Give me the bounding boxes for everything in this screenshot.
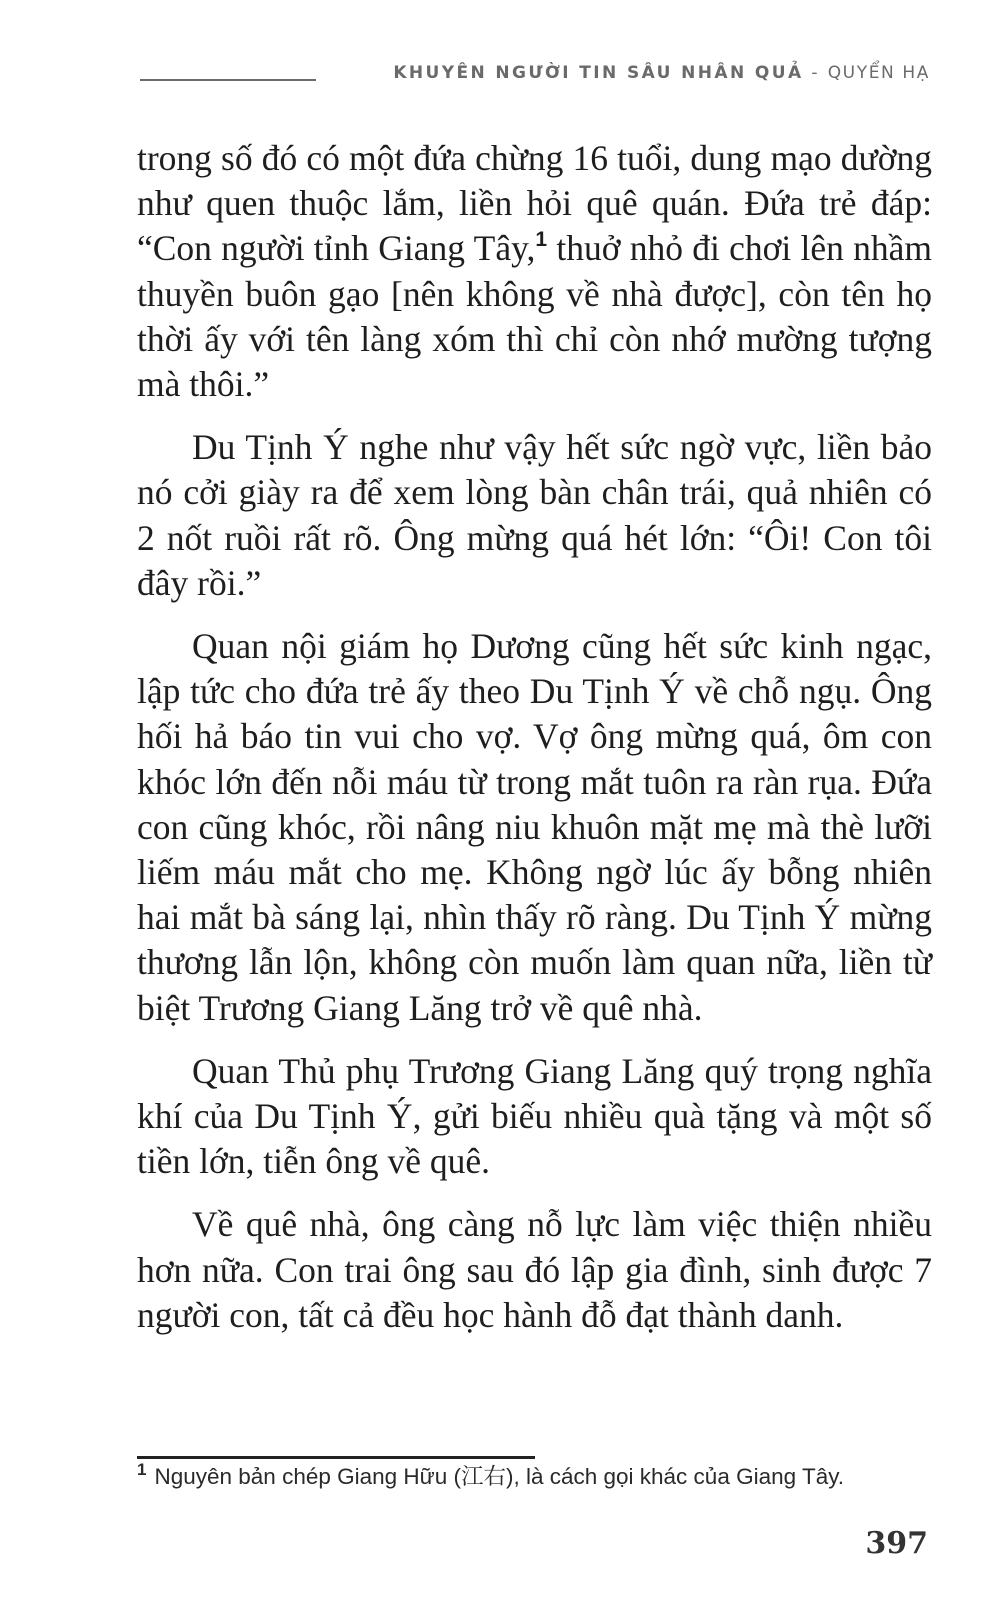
paragraph-4: Quan Thủ phụ Trương Giang Lăng quý trọng nghĩa khí của Du Tịnh Ý, gửi biếu nhiều quà tặng và một số tiền lớn, tiễn ông về quê. (137, 1050, 932, 1182)
paragraph-3: Quan nội giám họ Dương cũng hết sức kinh ngạc, lập tức cho đứa trẻ ấy theo Du Tịnh Ý về chỗ ngụ. Ông hối hả báo tin vui cho vợ. Vợ ông mừng quá, ôm con khóc lớn đến nỗi máu từ trong mắt tuôn ra ràn rụa. Đứa con cũng khóc, rồi nâng niu khuôn mặt mẹ mà thè lưỡi liếm máu mắt cho mẹ. Không ngờ lúc ấy bỗng nhiên hai mắt bà sáng lại, nhìn thấy rõ ràng. Du Tịnh Ý mừng thương lẫn lộn, không còn muốn làm quan nữa, liền từ biệt Trương Giang Lăng trở về quê nhà. (137, 626, 932, 1028)
header-separator: - (803, 63, 828, 83)
paragraph-5: Về quê nhà, ông càng nỗ lực làm việc thiện nhiều hơn nữa. Con trai ông sau đó lập gia đình, sinh được 7 người con, tất cả đều học hành đỗ đạt thành danh. (137, 1204, 932, 1335)
paragraph-2: Du Tịnh Ý nghe như vậy hết sức ngờ vực, liền bảo nó cởi giày ra để xem lòng bàn chân trái, quả nhiên có 2 nốt ruồi rất rõ. Ông mừng quá hét lớn: “Ôi! Con tôi đây rồi.” (137, 427, 932, 603)
footnote (137, 1462, 937, 1492)
footnote-marker: 1 (137, 1460, 147, 1479)
paragraph-1-text-a: trong số đó có một đứa chừng 16 tuổi, dung mạo dường như quen thuộc lắm, liền hỏi quê quán. Đứa trẻ đáp: “Con người tỉnh Giang Tây, (137, 138, 932, 269)
body-text (137, 136, 932, 1338)
page-number: 397 (865, 1526, 928, 1561)
footnote-reference: 1 (535, 228, 548, 252)
paragraph-1-text-b: thuở nhỏ đi chơi lên nhầm thuyền buôn gạo [nên không về nhà được], còn tên họ thời ấy với tên làng xóm thì chỉ còn nhớ mường tượng mà thôi.” (137, 228, 932, 405)
running-head (393, 63, 930, 83)
header-rule (140, 79, 316, 81)
footnote-text: Nguyên bản chép Giang Hữu (江右), là cách gọi khác của Giang Tây. (154, 1464, 845, 1489)
footnote-rule (137, 1456, 535, 1459)
paragraph-1 (137, 136, 932, 407)
book-title: KHUYÊN NGƯỜI TIN SÂU NHÂN QUẢ (393, 63, 804, 83)
volume-label: QUYỂN HẠ (827, 63, 930, 83)
